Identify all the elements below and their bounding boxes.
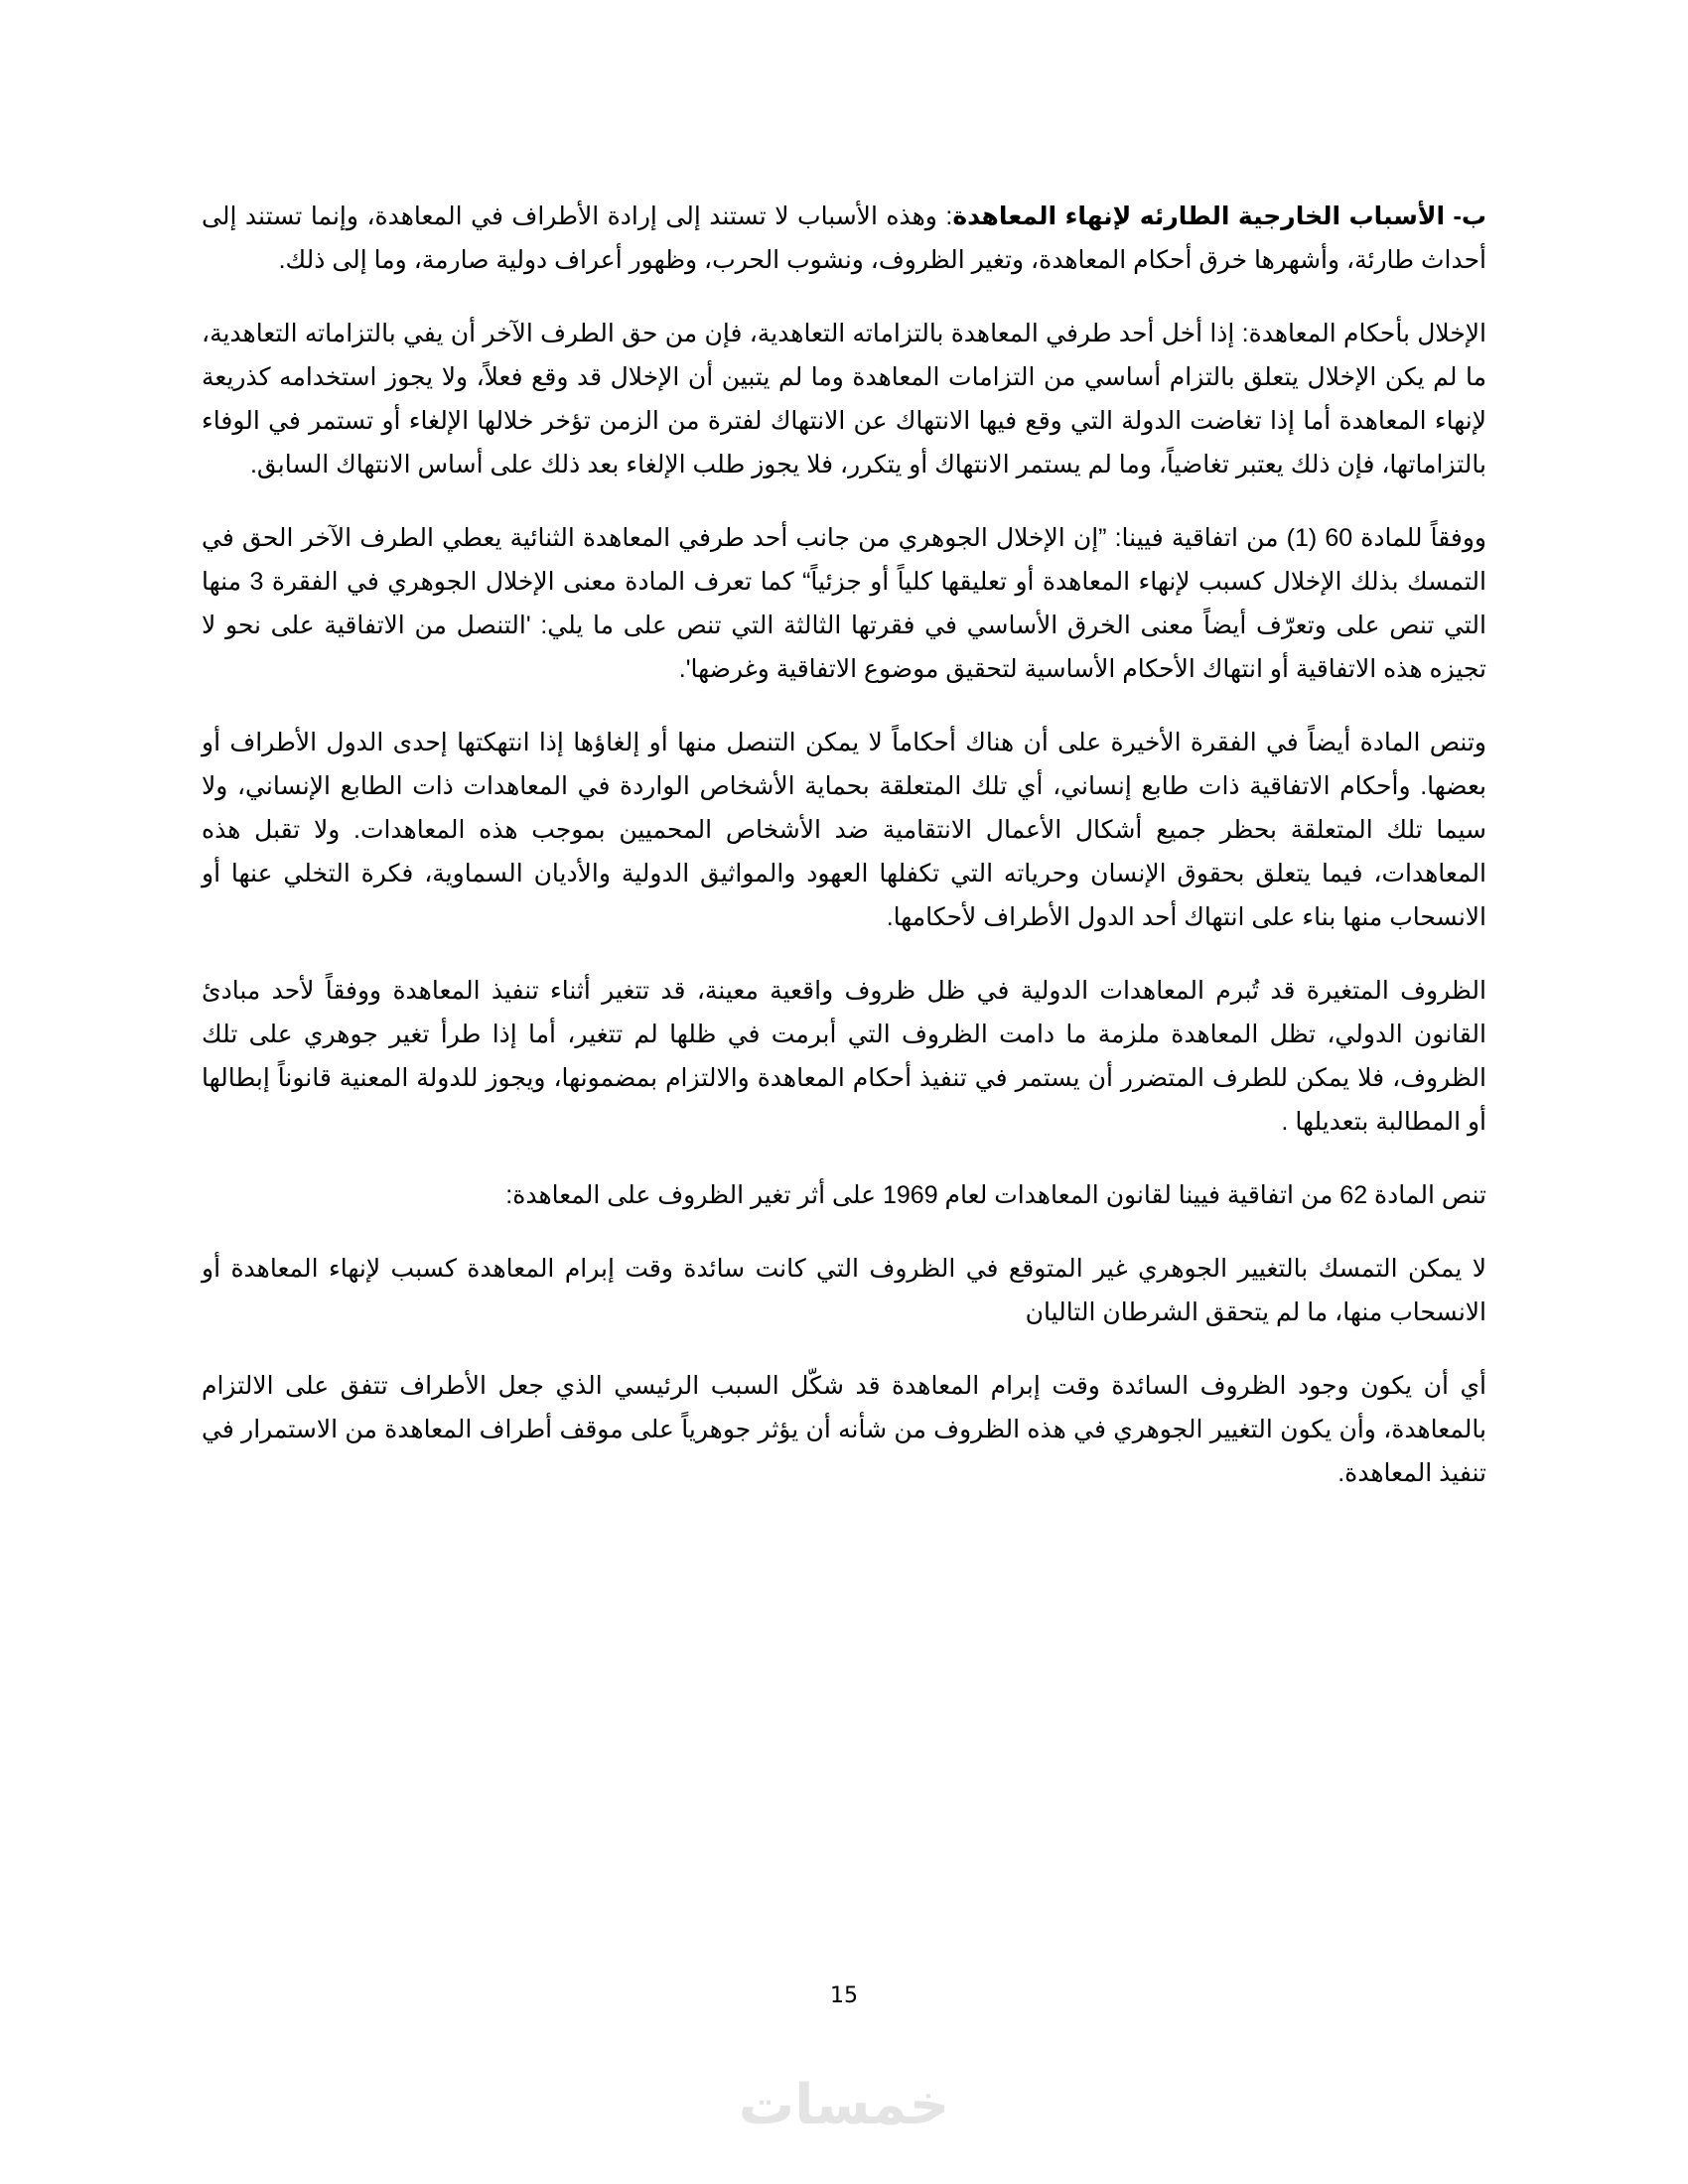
paragraph-conditions [202, 1364, 1486, 1495]
section-heading: ب- الأسباب الخارجية الطارئه لإنهاء المعاهدة [952, 203, 1486, 230]
paragraph-article-62-rule [202, 1247, 1486, 1334]
paragraph-article-60 [202, 516, 1486, 691]
paragraph-article-62-intro [202, 1173, 1486, 1217]
paragraph-text: : وهذه الأسباب لا تستند إلى إرادة الأطراف في المعاهدة، وإنما تستند إلى أحداث طارئة، وأشهرها خرق أحكام المعاهدة، وتغير الظروف، ونشوب الحرب، وظهور أعراف دولية صارمة، وما إلى ذلك. [202, 203, 1486, 274]
paragraph-text: وتنص المادة أيضاً في الفقرة الأخيرة على أن هناك أحكاماً لا يمكن التنصل منها أو إلغاؤها إذا انتهكتها إحدى الدول الأطراف أو بعضها. وأحكام الاتفاقية ذات طابع إنساني، أي تلك المتعلقة بحماية الأشخاص الواردة في المعاهدات ذات الطابع الإنساني، ولا سيما تلك المتعلقة بحظر جميع أشكال الأعمال الانتقامية ضد الأشخاص المحميين بموجب هذه المعاهدات. ولا تقبل هذه المعاهدات، فيما يتعلق بحقوق الإنسان وحرياته التي تكفلها العهود والمواثيق الدولية والأديان السماوية، فكرة التخلي عنها أو الانسحاب منها بناء على انتهاك أحد الدول الأطراف لأحكامها. [202, 729, 1486, 931]
paragraph-text: لا يمكن التمسك بالتغيير الجوهري غير المتوقع في الظروف التي كانت سائدة وقت إبرام المعاهدة كسبب لإنهاء المعاهدة أو الانسحاب منها، ما لم يتحقق الشرطان التاليان [202, 1255, 1486, 1326]
paragraph-breach [202, 312, 1486, 486]
paragraph-text: الإخلال بأحكام المعاهدة: إذا أخل أحد طرفي المعاهدة بالتزاماته التعاهدية، فإن من حق الطرف الآخر أن يفي بالتزاماته التعاهدية، ما لم يكن الإخلال يتعلق بالتزام أساسي من التزامات المعاهدة وما لم يتبين أن الإخلال قد وقع فعلاً، ولا يجوز استخدامه كذريعة لإنهاء المعاهدة أما إذا تغاضت الدولة التي وقع فيها الانتهاك عن الانتهاك لفترة من الزمن تؤخر خلالها الإلغاء أو تستمر في الوفاء بالتزاماتها، فإن ذلك يعتبر تغاضياً، وما لم يستمر الانتهاك أو يتكرر، فلا يجوز طلب الإلغاء بعد ذلك على أساس الانتهاك السابق. [202, 320, 1486, 478]
paragraph-changed-circumstances [202, 969, 1486, 1144]
paragraph-text: ووفقاً للمادة 60 (1) من اتفاقية فيينا: ”إن الإخلال الجوهري من جانب أحد طرفي المعاهدة الثنائية يعطي الطرف الآخر الحق في التمسك بذلك الإخلال كسبب لإنهاء المعاهدة أو تعليقها كلياً أو جزئياً“ كما تعرف المادة معنى الإخلال الجوهري في الفقرة 3 منها التي تنص على وتعرّف أيضاً معنى الخرق الأساسي في فقرتها الثالثة التي تنص على ما يلي: 'التنصل من الاتفاقية على نحو لا تجيزه هذه الاتفاقية أو انتهاك الأحكام الأساسية لتحقيق موضوع الاتفاقية وغرضها'. [202, 524, 1486, 683]
paragraph-external-causes [202, 195, 1486, 282]
document-body [202, 195, 1486, 1525]
page-number: 15 [830, 1983, 858, 2008]
paragraph-humanitarian-provisions [202, 721, 1486, 939]
paragraph-text: تنص المادة 62 من اتفاقية فيينا لقانون المعاهدات لعام 1969 على أثر تغير الظروف على المعاهدة: [505, 1181, 1486, 1209]
paragraph-text: أي أن يكون وجود الظروف السائدة وقت إبرام المعاهدة قد شكّل السبب الرئيسي الذي جعل الأطراف تتفق على الالتزام بالمعاهدة، وأن يكون التغيير الجوهري في هذه الظروف من شأنه أن يؤثر جوهرياً على موقف أطراف المعاهدة من الاستمرار في تنفيذ المعاهدة. [202, 1372, 1486, 1487]
paragraph-text: الظروف المتغيرة قد تُبرم المعاهدات الدولية في ظل ظروف واقعية معينة، قد تتغير أثناء تنفيذ المعاهدة ووفقاً لأحد مبادئ القانون الدولي، تظل المعاهدة ملزمة ما دامت الظروف التي أبرمت في ظلها لم تتغير، أما إذا طرأ تغير جوهري على تلك الظروف، فلا يمكن للطرف المتضرر أن يستمر في تنفيذ أحكام المعاهدة والالتزام بمضمونها، ويجوز للدولة المعنية قانوناً إبطالها أو المطالبة بتعديلها . [202, 977, 1486, 1136]
watermark-logo: خمسات [738, 2073, 950, 2137]
